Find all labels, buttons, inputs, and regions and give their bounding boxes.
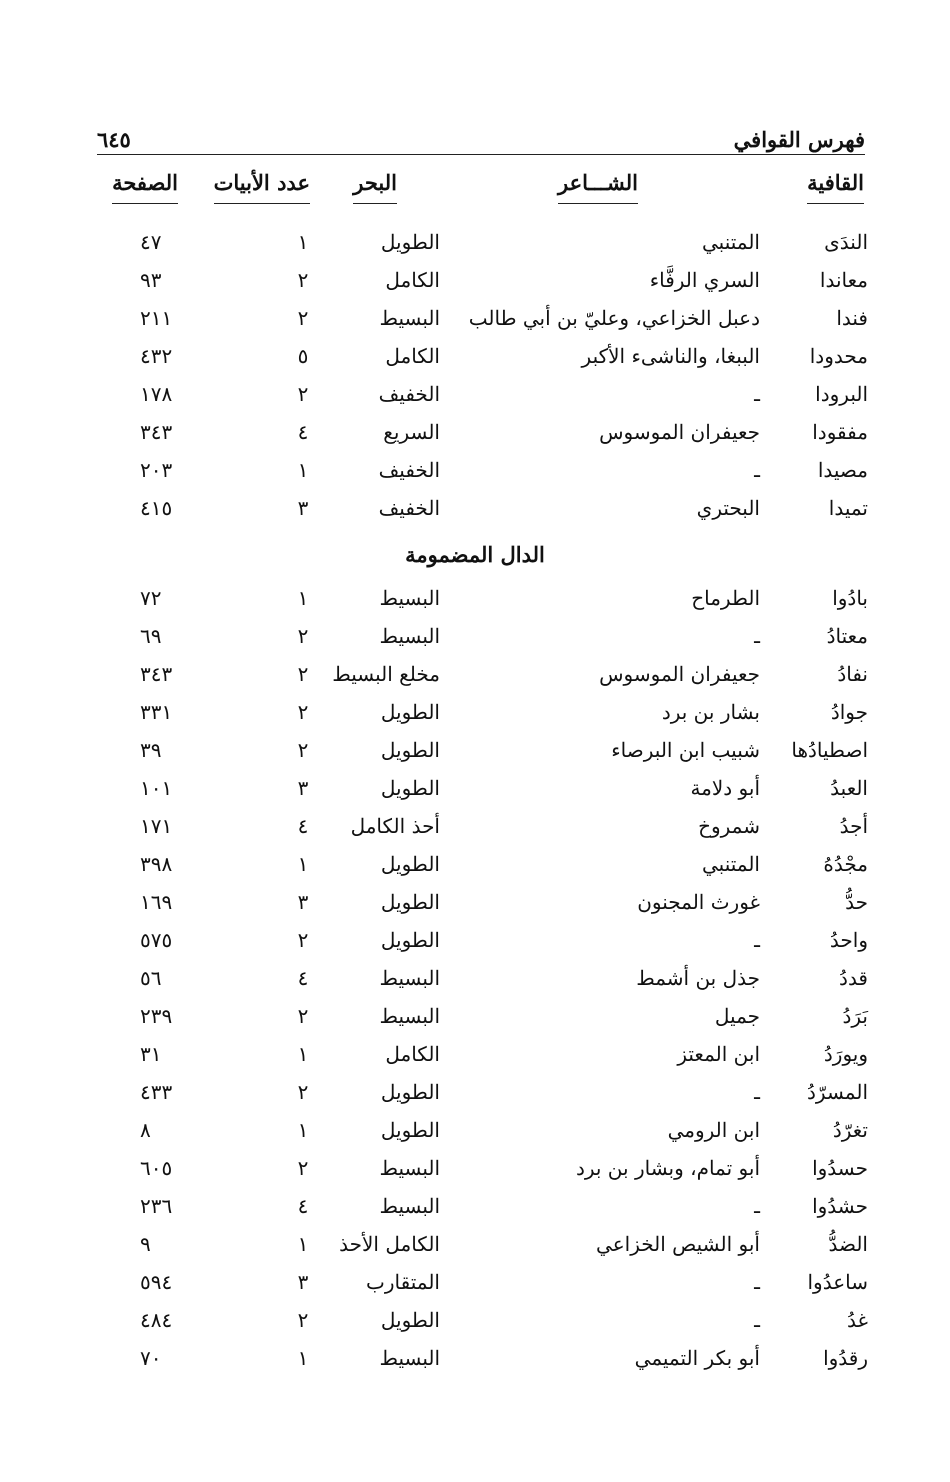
table-row: [0, 736, 950, 774]
page-ref-cell: ٦٠٥: [140, 1156, 173, 1180]
poet-cell: أبو بكر التميمي: [634, 1346, 760, 1370]
poet-cell: البحتري: [696, 496, 760, 520]
table-row: [0, 812, 950, 850]
verse-count-cell: ٣: [297, 890, 309, 914]
column-header-meter: [353, 170, 397, 204]
page-ref-cell: ٤٣٣: [140, 1080, 173, 1104]
page-ref-cell: ٤١٥: [140, 496, 173, 520]
verse-count-cell: ٢: [297, 662, 309, 686]
index-body: [0, 228, 950, 1382]
page-ref-cell: ٤٧: [140, 230, 162, 254]
table-row: [0, 1268, 950, 1306]
verse-count-cell: ٢: [297, 1156, 309, 1180]
meter-cell: البسيط: [379, 966, 440, 990]
page-ref-cell: ١٠١: [140, 776, 173, 800]
group-open-dal: [0, 228, 950, 532]
column-headers: [0, 170, 950, 220]
verse-count-cell: ٣: [297, 776, 309, 800]
poet-cell: شبيب ابن البرصاء: [611, 738, 760, 762]
table-row: [0, 342, 950, 380]
verse-count-cell: ٥: [297, 344, 309, 368]
page-ref-cell: ٣٤٣: [140, 420, 173, 444]
verse-count-cell: ١: [297, 1118, 309, 1142]
meter-cell: البسيط: [379, 1194, 440, 1218]
verse-count-cell: ١: [297, 230, 309, 254]
meter-cell: المتقارب: [366, 1270, 440, 1294]
page-ref-cell: ٢٣٩: [140, 1004, 173, 1028]
meter-cell: البسيط: [379, 1156, 440, 1180]
verse-count-cell: ٢: [297, 624, 309, 648]
verse-count-cell: ٢: [297, 1080, 309, 1104]
page-ref-cell: ١٧١: [140, 814, 173, 838]
page-ref-cell: ٥٦: [140, 966, 162, 990]
poet-cell: ابن الرومي: [667, 1118, 760, 1142]
table-row: [0, 1192, 950, 1230]
verse-count-cell: ٤: [297, 1194, 309, 1218]
meter-cell: البسيط: [379, 1346, 440, 1370]
rhyme-cell: فندا: [836, 306, 868, 330]
poet-cell: أبو دلامة: [690, 776, 760, 800]
table-row: [0, 660, 950, 698]
section-heading: [0, 532, 950, 584]
rhyme-cell: مفقودا: [812, 420, 868, 444]
meter-cell: الطويل: [380, 700, 440, 724]
rhyme-cell: بَرَدُ: [842, 1004, 868, 1028]
table-row: [0, 1116, 950, 1154]
poet-cell: دعبل الخزاعي، وعليّ بن أبي طالب: [468, 306, 760, 330]
meter-cell: الطويل: [380, 230, 440, 254]
meter-cell: الخفيف: [378, 458, 440, 482]
verse-count-cell: ٢: [297, 738, 309, 762]
rhyme-cell: حدُّ: [845, 890, 868, 914]
meter-cell: أحذ الكامل: [350, 814, 440, 838]
column-header-verses-label: عدد الأبيات: [213, 170, 310, 195]
rhyme-cell: مصيدا: [817, 458, 868, 482]
meter-cell: الطويل: [380, 890, 440, 914]
rhyme-cell: معتادُ: [826, 624, 868, 648]
page-ref-cell: ٧٠: [140, 1346, 162, 1370]
verse-count-cell: ٣: [297, 496, 309, 520]
column-header-underline: [353, 203, 397, 204]
column-header-rhyme: [807, 170, 864, 204]
poet-cell: ـ: [754, 458, 760, 482]
rhyme-cell: حسدُوا: [812, 1156, 868, 1180]
poet-cell: الببغا، والناشىء الأكبر: [581, 344, 760, 368]
verse-count-cell: ٣: [297, 1270, 309, 1294]
table-row: [0, 964, 950, 1002]
meter-cell: الطويل: [380, 738, 440, 762]
poet-cell: شمروخ: [698, 814, 760, 838]
rhyme-cell: تميدا: [828, 496, 868, 520]
poet-cell: بشار بن برد: [661, 700, 760, 724]
meter-cell: الطويل: [380, 1118, 440, 1142]
table-row: [0, 774, 950, 812]
poet-cell: جعيفران الموسوس: [599, 662, 760, 686]
poet-cell: الطرماح: [691, 586, 760, 610]
poet-cell: جميل: [714, 1004, 760, 1028]
poet-cell: جذل بن أشمط: [636, 966, 760, 990]
rhyme-cell: البرودا: [815, 382, 868, 406]
verse-count-cell: ٤: [297, 420, 309, 444]
column-header-underline: [214, 203, 310, 204]
verse-count-cell: ٢: [297, 306, 309, 330]
rhyme-cell: ويورَدُ: [823, 1042, 868, 1066]
meter-cell: مخلع البسيط: [332, 662, 440, 686]
table-row: [0, 850, 950, 888]
page-ref-cell: ٢٠٣: [140, 458, 173, 482]
poet-cell: ـ: [754, 624, 760, 648]
rhyme-cell: معاندا: [819, 268, 868, 292]
table-row: [0, 584, 950, 622]
page-ref-cell: ٧٢: [140, 586, 162, 610]
page-ref-cell: ٩: [140, 1232, 151, 1256]
meter-cell: البسيط: [379, 306, 440, 330]
running-head: [97, 118, 865, 152]
verse-count-cell: ١: [297, 1232, 309, 1256]
table-row: [0, 304, 950, 342]
column-header-underline: [112, 203, 178, 204]
table-row: [0, 494, 950, 532]
poet-cell: ـ: [754, 1308, 760, 1332]
meter-cell: البسيط: [379, 586, 440, 610]
page-ref-cell: ٣١: [140, 1042, 162, 1066]
rhyme-cell: اصطيادُها: [791, 738, 868, 762]
rhyme-cell: الندَى: [824, 230, 868, 254]
meter-cell: الكامل الأحذ: [339, 1232, 440, 1256]
rhyme-cell: تغرّدُ: [832, 1118, 868, 1142]
meter-cell: الطويل: [380, 852, 440, 876]
poet-cell: المتنبي: [702, 852, 760, 876]
column-header-verses: [214, 170, 310, 204]
page-ref-cell: ٣٤٣: [140, 662, 173, 686]
poet-cell: السري الرفَّاء: [649, 268, 760, 292]
meter-cell: الطويل: [380, 928, 440, 952]
rhyme-cell: أجدُ: [839, 814, 868, 838]
table-row: [0, 266, 950, 304]
rhyme-cell: ساعدُوا: [807, 1270, 868, 1294]
table-row: [0, 380, 950, 418]
meter-cell: الكامل: [385, 344, 440, 368]
verse-count-cell: ٢: [297, 268, 309, 292]
rhyme-cell: العبدُ: [830, 776, 868, 800]
verse-count-cell: ١: [297, 458, 309, 482]
header-rule: [97, 154, 865, 155]
table-row: [0, 1078, 950, 1116]
table-row: [0, 888, 950, 926]
poet-cell: ـ: [754, 928, 760, 952]
poet-cell: ـ: [754, 1270, 760, 1294]
column-header-rhyme-label: القافية: [807, 170, 864, 195]
page-ref-cell: ٣٣١: [140, 700, 173, 724]
poet-cell: المتنبي: [702, 230, 760, 254]
verse-count-cell: ٤: [297, 814, 309, 838]
rhyme-cell: واحدُ: [829, 928, 868, 952]
page-title: فهرس القوافي: [733, 127, 865, 152]
rhyme-cell: الضدُّ: [828, 1232, 868, 1256]
verse-count-cell: ٢: [297, 1004, 309, 1028]
meter-cell: الخفيف: [378, 382, 440, 406]
verse-count-cell: ١: [297, 852, 309, 876]
page-ref-cell: ٤٣٢: [140, 344, 173, 368]
page-ref-cell: ٥٧٥: [140, 928, 173, 952]
poet-cell: غورث المجنون: [637, 890, 760, 914]
verse-count-cell: ٢: [297, 700, 309, 724]
meter-cell: الطويل: [380, 1080, 440, 1104]
meter-cell: البسيط: [379, 624, 440, 648]
meter-cell: الخفيف: [378, 496, 440, 520]
verse-count-cell: ١: [297, 586, 309, 610]
rhyme-cell: رقدُوا: [823, 1346, 868, 1370]
table-row: [0, 1344, 950, 1382]
column-header-poet-label: الشـــاعر: [558, 170, 638, 195]
meter-cell: الكامل: [385, 1042, 440, 1066]
column-header-underline: [807, 203, 864, 204]
poet-cell: ابن المعتز: [677, 1042, 760, 1066]
poet-cell: ـ: [754, 1194, 760, 1218]
meter-cell: الكامل: [385, 268, 440, 292]
page-ref-cell: ٥٩٤: [140, 1270, 173, 1294]
column-header-page-label: الصفحة: [112, 170, 178, 195]
column-header-meter-label: البحر: [353, 170, 397, 195]
table-row: [0, 1306, 950, 1344]
verse-count-cell: ٢: [297, 382, 309, 406]
column-header-underline: [558, 203, 638, 204]
page-ref-cell: ١٧٨: [140, 382, 173, 406]
table-row: [0, 418, 950, 456]
poet-cell: ـ: [754, 382, 760, 406]
poet-cell: ـ: [754, 1080, 760, 1104]
poet-cell: أبو الشيص الخزاعي: [596, 1232, 760, 1256]
rhyme-cell: جوادُ: [830, 700, 868, 724]
meter-cell: السريع: [383, 420, 440, 444]
meter-cell: الطويل: [380, 1308, 440, 1332]
verse-count-cell: ٤: [297, 966, 309, 990]
table-row: [0, 456, 950, 494]
meter-cell: الطويل: [380, 776, 440, 800]
rhyme-cell: حشدُوا: [812, 1194, 868, 1218]
poet-cell: جعيفران الموسوس: [599, 420, 760, 444]
table-row: [0, 622, 950, 660]
page-ref-cell: ٢٣٦: [140, 1194, 173, 1218]
page-ref-cell: ٩٣: [140, 268, 162, 292]
rhyme-cell: المسرّدُ: [807, 1080, 868, 1104]
poet-cell: أبو تمام، وبشار بن برد: [575, 1156, 760, 1180]
page-ref-cell: ١٦٩: [140, 890, 173, 914]
page-number: ٦٤٥: [97, 127, 131, 152]
table-row: [0, 1040, 950, 1078]
page-ref-cell: ٦٩: [140, 624, 162, 648]
rhyme-cell: محدودا: [809, 344, 868, 368]
table-row: [0, 1230, 950, 1268]
meter-cell: البسيط: [379, 1004, 440, 1028]
verse-count-cell: ٢: [297, 928, 309, 952]
page-ref-cell: ٢١١: [140, 306, 173, 330]
verse-count-cell: ١: [297, 1346, 309, 1370]
table-row: [0, 1002, 950, 1040]
rhyme-cell: نفادُ: [837, 662, 868, 686]
column-header-poet: [558, 170, 638, 204]
rhyme-cell: قددُ: [839, 966, 868, 990]
section-heading-text: الدال المضمومة: [405, 542, 545, 567]
column-header-page: [112, 170, 178, 204]
verse-count-cell: ١: [297, 1042, 309, 1066]
table-row: [0, 926, 950, 964]
table-row: [0, 228, 950, 266]
group-damma-dal: [0, 584, 950, 1382]
page-ref-cell: ٨: [140, 1118, 151, 1142]
verse-count-cell: ٢: [297, 1308, 309, 1332]
table-row: [0, 698, 950, 736]
rhyme-cell: غدُ: [847, 1308, 868, 1332]
page-ref-cell: ٤٨٤: [140, 1308, 173, 1332]
table-row: [0, 1154, 950, 1192]
rhyme-cell: مجْدُهُ: [823, 852, 868, 876]
page-ref-cell: ٣٩: [140, 738, 162, 762]
rhyme-cell: بادُوا: [832, 586, 868, 610]
page-ref-cell: ٣٩٨: [140, 852, 173, 876]
